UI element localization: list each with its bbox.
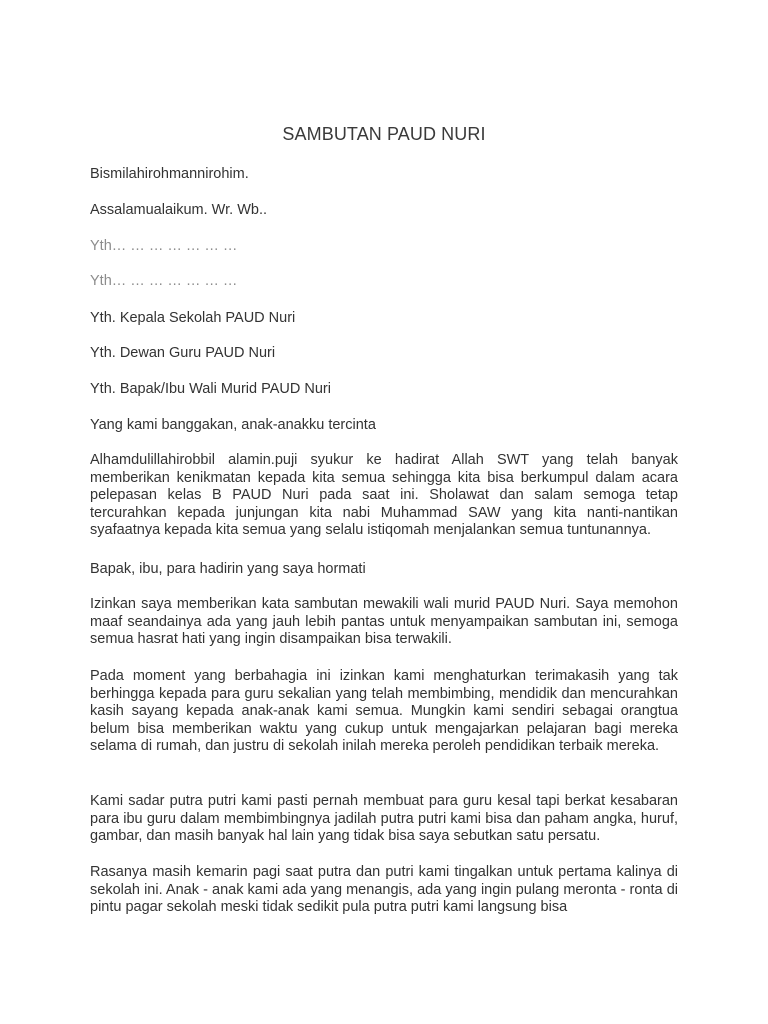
greeting-line: Assalamualaikum. Wr. Wb.. <box>90 202 268 218</box>
paragraph-opening-praise: Alhamdulillahirobbil alamin.puji syukur ke hadirat Allah SWT yang telah banyak memberikan kenikmatan kepada kita semua sehingga kita bisa berkumpul dalam acara pelepasan kelas B PAUD Nuri pada saat ini. Sholawat dan salam semoga tetap tercurahkan kepada junjungan kita nabi Muhammad SAW yang kita nanti-nantikan syafaatnya kepada kita semua yang selalu istiqomah menjalankan semua tuntunannya. <box>90 452 678 539</box>
paragraph-introduction: Izinkan saya memberikan kata sambutan mewakili wali murid PAUD Nuri. Saya memohon maaf seandainya ada yang jauh lebih pantas untuk menyampaikan sambutan ini, semoga semua hasrat hati yang ingin disampaikan bisa terwakili. <box>90 596 678 648</box>
addressee-teachers: Yth. Dewan Guru PAUD Nuri <box>90 345 276 361</box>
paragraph-memories: Rasanya masih kemarin pagi saat putra dan putri kami tingalkan untuk pertama kalinya di sekolah ini. Anak - anak kami ada yang menangis, ada yang ingin pulang meronta - ronta di pintu pagar sekolah meski tidak sedikit pula putra putri kami langsung bisa <box>90 864 678 916</box>
paragraph-patience: Kami sadar putra putri kami pasti pernah membuat para guru kesal tapi berkat kesabaran para ibu guru dalam membimbingnya jadilah putra putri kami bisa dan paham angka, huruf, gambar, dan masih banyak hal lain yang tidak bisa saya sebutkan satu persatu. <box>90 793 678 845</box>
salutation-line: Bapak, ibu, para hadirin yang saya hormati <box>90 561 366 577</box>
paragraph-gratitude: Pada moment yang berbahagia ini izinkan kami menghaturkan terimakasih yang tak berhingga kepada para guru sekalian yang telah membimbing, mendidik dan mencurahkan kasih sayang kepada anak-anak kami semua. Mungkin kami sendiri sebagai orangtua belum bisa memberikan waktu yang cukup untuk mengajarkan pelajaran bagi mereka selama di rumah, dan justru di sekolah inilah mereka peroleh pendidikan terbaik mereka. <box>90 668 678 755</box>
addressee-blank-1: Yth… … … … … … … <box>90 238 238 254</box>
addressee-principal: Yth. Kepala Sekolah PAUD Nuri <box>90 310 296 326</box>
addressee-children: Yang kami banggakan, anak-anakku tercinta <box>90 417 376 433</box>
document-title: SAMBUTAN PAUD NURI <box>282 124 486 144</box>
addressee-parents: Yth. Bapak/Ibu Wali Murid PAUD Nuri <box>90 381 331 397</box>
addressee-blank-2: Yth… … … … … … … <box>90 273 238 289</box>
opening-line: Bismilahirohmannirohim. <box>90 166 249 182</box>
